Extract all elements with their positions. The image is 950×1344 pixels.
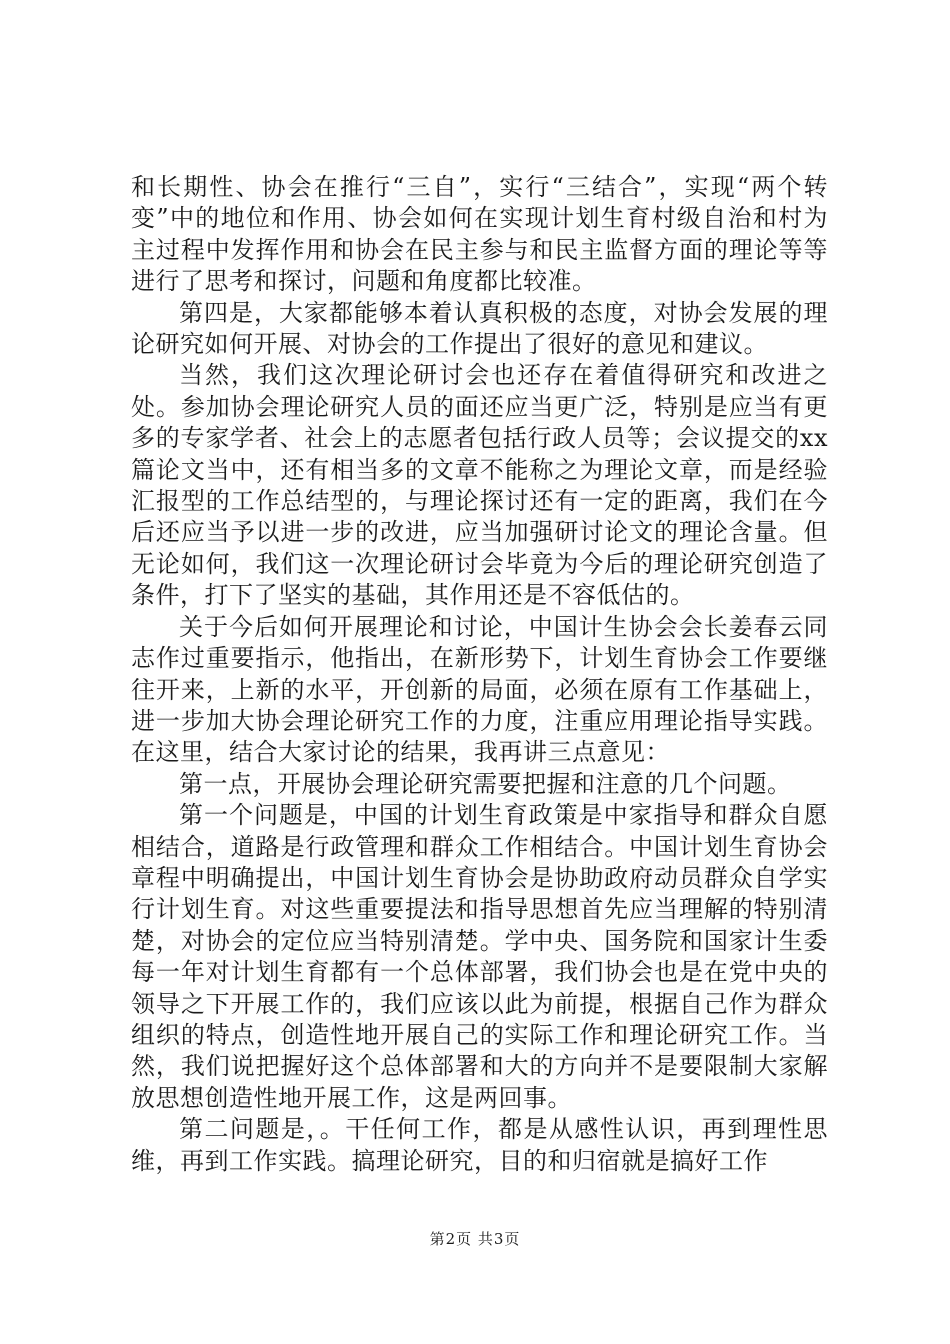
paragraph-7: 第二问题是，。干任何工作，都是从感性认识，再到理性思维，再到工作实践。搞理论研究，目的和归宿就是搞好工作 (131, 1115, 828, 1175)
paragraph-3: 当然，我们这次理论研讨会也还存在着值得研究和改进之处。参加协会理论研究人员的面还应当更广泛，特别是应当有更多的专家学者、社会上的志愿者包括行政人员等；会议提交的xx篇论文当中，还有相当多的文章不能称之为理论文章，而是经验汇报型的工作总结型的，与理论探讨还有一定的距离，我们在今后还应当予以进一步的改进，应当加强研讨论文的理论含量。但无论如何，我们这一次理论研讨会毕竟为今后的理论研究创造了条件，打下了坚实的基础，其作用还是不容低估的。 (131, 361, 828, 610)
paragraph-1: 和长期性、协会在推行“三自”，实行“三结合”，实现“两个转变”中的地位和作用、协会如何在实现计划生育村级自治和村为主过程中发挥作用和协会在民主参与和民主监督方面的理论等等进行了思考和探讨，问题和角度都比较准。 (131, 173, 828, 296)
paragraph-2: 第四是，大家都能够本着认真积极的态度，对协会发展的理论研究如何开展、对协会的工作提出了很好的意见和建议。 (131, 298, 828, 359)
document-body (131, 172, 828, 1177)
page-number-footer: 第2页 共3页 (429, 1230, 521, 1248)
paragraph-6: 第一个问题是，中国的计划生育政策是中家指导和群众自愿相结合，道路是行政管理和群众工作相结合。中国计划生育协会章程中明确提出，中国计划生育协会是协助政府动员群众自学实行计划生育。对这些重要提法和指导思想首先应当理解的特别清楚，对协会的定位应当特别清楚。学中央、国务院和国家计生委每一年对计划生育都有一个总体部署，我们协会也是在党中央的领导之下开展工作的，我们应该以此为前提，根据自己作为群众组织的特点，创造性地开展自己的实际工作和理论研究工作。当然，我们说把握好这个总体部署和大的方向并不是要限制大家解放思想创造性地开展工作，这是两回事。 (131, 801, 828, 1112)
paragraph-4: 关于今后如何开展理论和讨论，中国计生协会会长姜春云同志作过重要指示，他指出，在新形势下，计划生育协会工作要继往开来，上新的水平，开创新的局面，必须在原有工作基础上，进一步加大协会理论研究工作的力度，注重应用理论指导实践。在这里，结合大家讨论的结果，我再讲三点意见： (131, 612, 828, 767)
paragraph-5: 第一点，开展协会理论研究需要把握和注意的几个问题。 (179, 769, 792, 798)
